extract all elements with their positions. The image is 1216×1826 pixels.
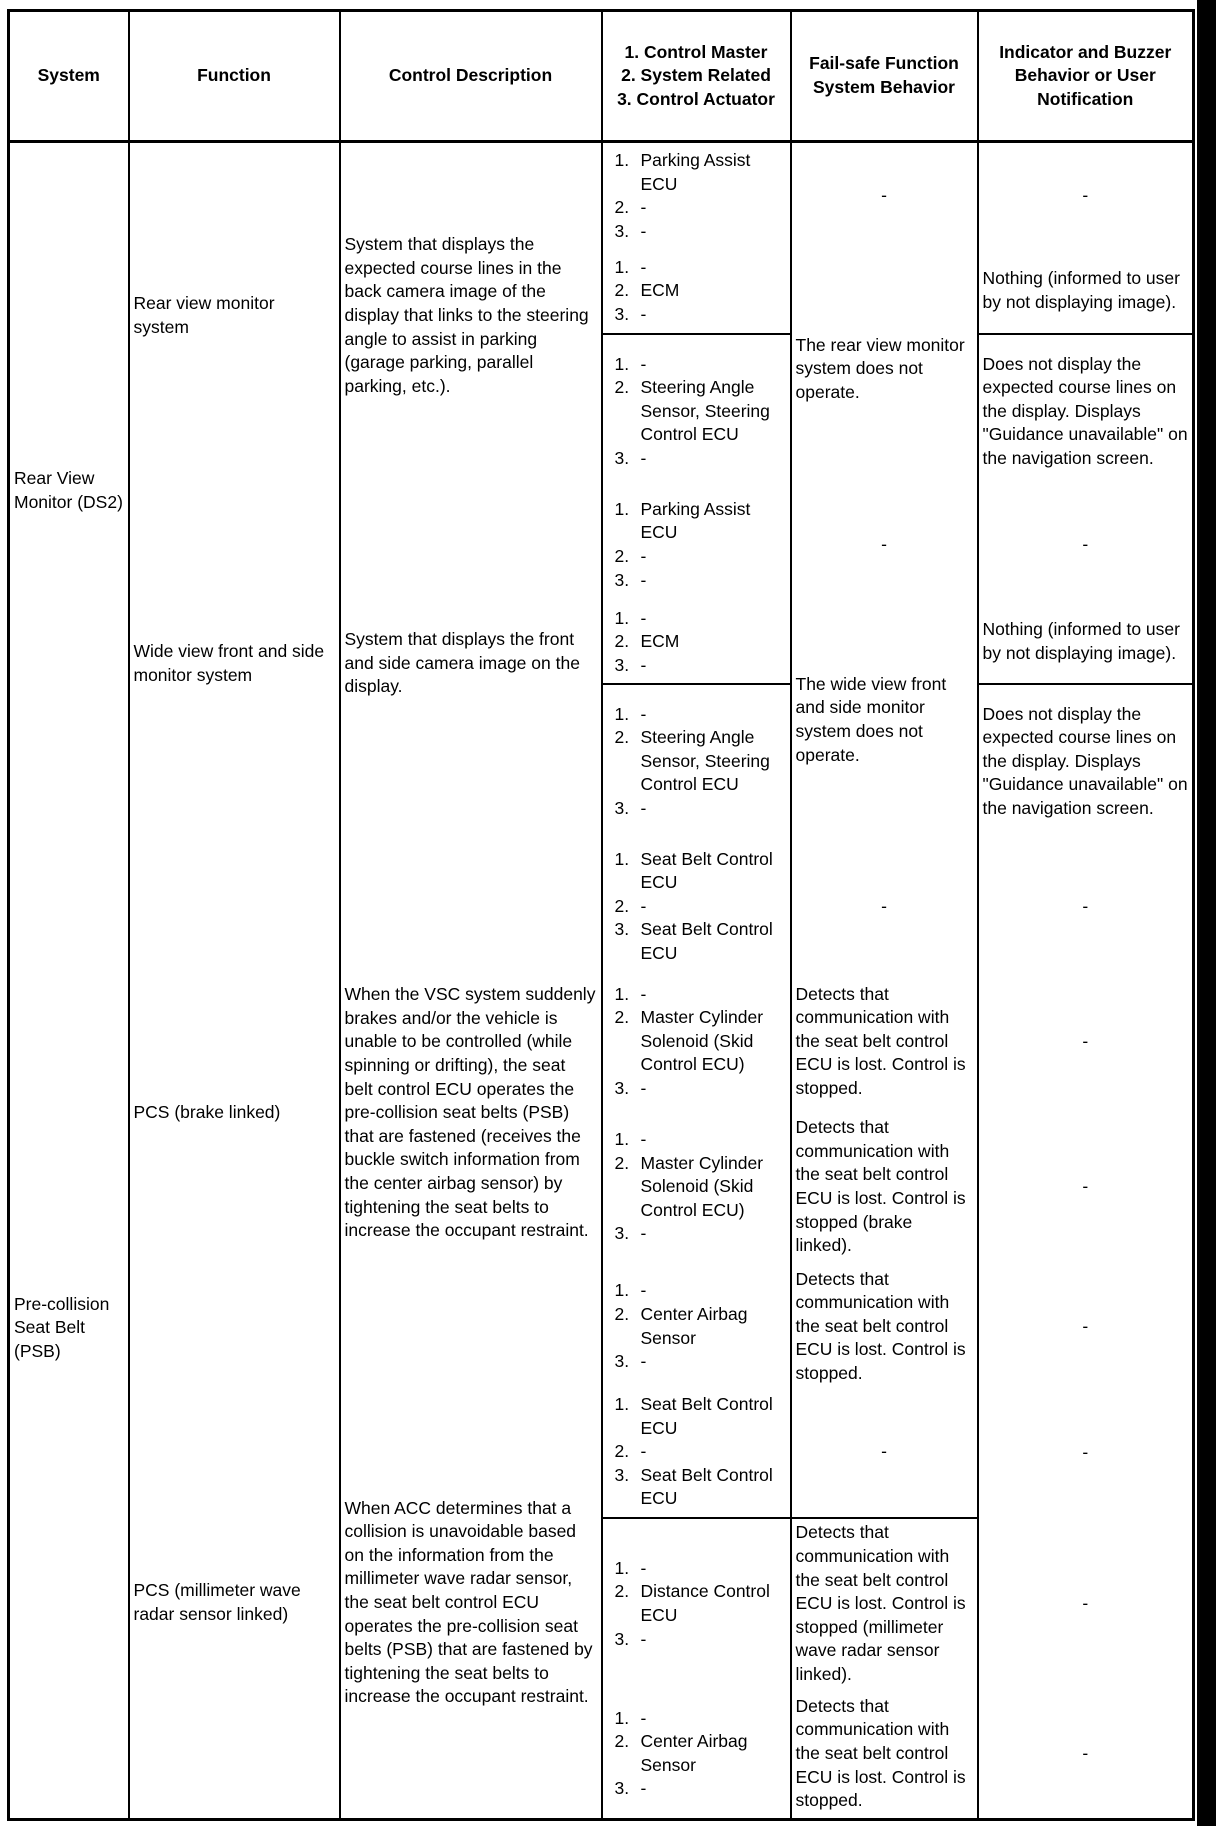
indicator-cell: -	[978, 1690, 1194, 1820]
actuator-item	[607, 983, 786, 1007]
actuator-item-number: 2.	[614, 377, 630, 398]
description-cell: System that displays the expected course lines in the back camera image of the display that links to the steering angle to assist in parking (garage parking, parallel parking, etc.).	[340, 142, 602, 489]
actuator-item-number: 2.	[614, 1441, 630, 1462]
indicator-cell: -	[978, 1109, 1194, 1266]
actuator-item-number: 3.	[614, 303, 630, 324]
actuator-item-text: -	[640, 1441, 647, 1462]
actuator-item-text: Master Cylinder Solenoid (Skid Control ECU)	[640, 1007, 764, 1075]
actuator-item-number: 2.	[614, 1731, 630, 1752]
actuator-item-number: 2.	[614, 1152, 630, 1173]
actuator-item-number: 3.	[614, 569, 630, 590]
actuator-item-text: -	[640, 1557, 647, 1578]
description-cell: When ACC determines that a collision is unavoidable based on the information from the millimeter wave radar sensor, the seat belt control ECU operates the pre-collision seat belts (PSB) that are fastened by tightening the seat belts to increase the occupant restraint.	[340, 1388, 602, 1820]
actuator-item-number: 1.	[614, 848, 630, 869]
actuator-cell	[602, 684, 791, 839]
actuator-item-number: 1.	[614, 607, 630, 628]
actuator-item-number: 2.	[614, 895, 630, 916]
actuator-item-number: 2.	[614, 727, 630, 748]
actuator-item	[607, 895, 786, 919]
actuator-item	[607, 376, 786, 447]
actuator-item-number: 2.	[614, 197, 630, 218]
actuator-item-number: 1.	[614, 1557, 630, 1578]
actuator-cell	[602, 334, 791, 489]
header-function: Function	[129, 11, 340, 142]
indicator-cell: -	[978, 489, 1194, 602]
actuator-item-number: 3.	[614, 447, 630, 468]
actuator-cell	[602, 1266, 791, 1388]
actuator-item	[607, 1152, 786, 1223]
actuator-cell	[602, 1388, 791, 1518]
actuator-item-text: ECM	[640, 631, 680, 652]
actuator-item	[607, 797, 786, 821]
actuator-item-number: 1.	[614, 150, 630, 171]
actuator-item	[607, 1077, 786, 1101]
actuator-item	[607, 1222, 786, 1246]
actuator-item-text: Parking Assist ECU	[640, 150, 751, 194]
failsafe-cell: -	[791, 839, 978, 975]
actuator-item-text: Seat Belt Control ECU	[640, 919, 773, 963]
actuator-item	[607, 1628, 786, 1652]
actuator-item-text: -	[640, 797, 647, 818]
actuator-item-number: 1.	[614, 1129, 630, 1150]
actuator-item	[607, 256, 786, 280]
actuator-item-number: 1.	[614, 256, 630, 277]
actuator-item	[607, 447, 786, 471]
failsafe-cell: Detects that communication with the seat belt control ECU is lost. Control is stopped (millimeter wave radar sensor linked).	[791, 1518, 978, 1690]
actuator-cell	[602, 1518, 791, 1690]
actuator-item	[607, 220, 786, 244]
actuator-item-text: Parking Assist ECU	[640, 498, 751, 543]
header-actuator-line: 3. Control Actuator	[617, 88, 775, 109]
actuator-item-text: -	[640, 1628, 647, 1649]
actuator-item-number: 1.	[614, 1280, 630, 1301]
indicator-cell: Does not display the expected course lines on the display. Displays "Guidance unavailable" on the navigation screen.	[978, 334, 1194, 489]
actuator-cell	[602, 1690, 791, 1820]
actuator-item-text: -	[640, 256, 647, 277]
actuator-item-text: -	[640, 703, 647, 724]
header-actuator	[602, 11, 791, 142]
actuator-cell	[602, 1109, 791, 1266]
actuator-item-text: -	[640, 1707, 647, 1728]
actuator-item-number: 3.	[614, 220, 630, 241]
actuator-item	[607, 1006, 786, 1077]
actuator-item	[607, 630, 786, 654]
system-cell: Pre-collision Seat Belt (PSB)	[9, 839, 129, 1820]
indicator-cell: -	[978, 1388, 1194, 1518]
header-indicator: Indicator and Buzzer Behavior or User Notification	[978, 11, 1194, 142]
function-cell: Wide view front and side monitor system	[129, 489, 340, 839]
actuator-item-number: 3.	[614, 1223, 630, 1244]
actuator-item	[607, 1440, 786, 1464]
actuator-item	[607, 1350, 786, 1374]
actuator-item-text: Seat Belt Control ECU	[640, 848, 773, 893]
actuator-item-text: -	[640, 654, 647, 675]
actuator-item-text: -	[640, 983, 647, 1004]
header-description: Control Description	[340, 11, 602, 142]
table-row	[9, 142, 1194, 250]
actuator-item	[607, 279, 786, 303]
indicator-cell: Nothing (informed to user by not displaying image).	[978, 602, 1194, 684]
actuator-item	[607, 353, 786, 377]
table-row	[9, 839, 1194, 975]
actuator-cell	[602, 142, 791, 250]
actuator-item-text: -	[640, 353, 647, 374]
header-actuator-line: 1. Control Master	[624, 41, 768, 62]
actuator-item	[607, 607, 786, 631]
actuator-item	[607, 498, 786, 545]
actuator-item-number: 3.	[614, 797, 630, 818]
failsafe-cell: Detects that communication with the seat belt control ECU is lost. Control is stopped.	[791, 975, 978, 1109]
indicator-cell: -	[978, 1266, 1194, 1388]
failsafe-cell: -	[791, 489, 978, 602]
actuator-item-number: 3.	[614, 1077, 630, 1098]
actuator-item-number: 3.	[614, 1628, 630, 1649]
failsafe-cell: Detects that communication with the seat belt control ECU is lost. Control is stopped (brake linked).	[791, 1109, 978, 1266]
actuator-item-number: 2.	[614, 1581, 630, 1602]
actuator-item	[607, 1777, 786, 1801]
actuator-item-text: Master Cylinder Solenoid (Skid Control ECU)	[640, 1152, 764, 1220]
actuator-item	[607, 196, 786, 220]
actuator-item	[607, 569, 786, 593]
actuator-item-text: -	[640, 1778, 647, 1799]
actuator-item-number: 3.	[614, 919, 630, 940]
table-row	[9, 489, 1194, 602]
actuator-item-number: 1.	[614, 983, 630, 1004]
actuator-item-number: 1.	[614, 498, 630, 519]
description-cell: When the VSC system suddenly brakes and/or the vehicle is unable to be controlled (while spinning or drifting), the seat belt control ECU operates the pre-collision seat belts (PSB) that are fastened (receives the buckle switch information from the center airbag sensor) by tightening the seat belts to increase the occupant restraint.	[340, 839, 602, 1388]
actuator-item-number: 2.	[614, 1303, 630, 1324]
indicator-cell: -	[978, 1518, 1194, 1690]
actuator-item	[607, 1707, 786, 1731]
actuator-item-text: -	[640, 447, 647, 468]
actuator-item-text: Steering Angle Sensor, Steering Control ECU	[640, 727, 770, 795]
failsafe-cell: The wide view front and side monitor system does not operate.	[791, 602, 978, 839]
function-cell: Rear view monitor system	[129, 142, 340, 489]
actuator-cell	[602, 975, 791, 1109]
system-cell: Rear View Monitor (DS2)	[9, 142, 129, 839]
actuator-item-number: 2.	[614, 1007, 630, 1028]
actuator-item	[607, 848, 786, 895]
page-edge-bar	[1197, 0, 1216, 1826]
actuator-item-text: Seat Belt Control ECU	[640, 1394, 773, 1438]
indicator-cell: -	[978, 975, 1194, 1109]
actuator-cell	[602, 250, 791, 334]
actuator-item-text: -	[640, 303, 647, 324]
actuator-item-text: Center Airbag Sensor	[640, 1731, 748, 1775]
actuator-item-text: Seat Belt Control ECU	[640, 1464, 773, 1509]
indicator-cell: Nothing (informed to user by not displaying image).	[978, 250, 1194, 334]
failsafe-cell: -	[791, 1388, 978, 1518]
actuator-item	[607, 303, 786, 327]
actuator-item-text: -	[640, 546, 647, 566]
actuator-item-number: 1.	[614, 703, 630, 724]
indicator-cell: -	[978, 142, 1194, 250]
system-function-table	[7, 9, 1195, 1821]
actuator-item-text: -	[640, 895, 647, 916]
actuator-item-number: 3.	[614, 1464, 630, 1485]
actuator-item	[607, 1393, 786, 1440]
actuator-item	[607, 545, 786, 569]
actuator-item-text: Center Airbag Sensor	[640, 1303, 748, 1348]
actuator-item-text: -	[640, 1223, 647, 1244]
actuator-item-text: Distance Control ECU	[640, 1581, 770, 1625]
indicator-cell: -	[978, 839, 1194, 975]
actuator-item-text: Steering Angle Sensor, Steering Control ECU	[640, 377, 770, 445]
actuator-item	[607, 1580, 786, 1627]
actuator-item	[607, 1128, 786, 1152]
actuator-item	[607, 1464, 786, 1511]
actuator-item-number: 3.	[614, 1351, 630, 1372]
actuator-item-number: 2.	[614, 280, 630, 301]
actuator-item-text: ECM	[640, 280, 680, 301]
actuator-item-number: 2.	[614, 546, 630, 566]
actuator-item	[607, 149, 786, 196]
actuator-item	[607, 703, 786, 727]
header-row	[9, 11, 1194, 142]
header-actuator-line: 2. System Related	[621, 65, 771, 86]
actuator-item-number: 1.	[614, 353, 630, 374]
actuator-item	[607, 1303, 786, 1350]
actuator-cell	[602, 839, 791, 975]
actuator-item-text: -	[640, 1077, 647, 1098]
indicator-cell: Does not display the expected course lines on the display. Displays "Guidance unavailable" on the navigation screen.	[978, 684, 1194, 839]
actuator-item-text: -	[640, 197, 647, 218]
function-cell: PCS (millimeter wave radar sensor linked)	[129, 1388, 340, 1820]
actuator-item	[607, 918, 786, 965]
actuator-item-number: 2.	[614, 631, 630, 652]
actuator-item	[607, 654, 786, 678]
actuator-item-text: -	[640, 569, 647, 590]
failsafe-cell: Detects that communication with the seat belt control ECU is lost. Control is stopped.	[791, 1266, 978, 1388]
actuator-item	[607, 1279, 786, 1303]
actuator-item-number: 3.	[614, 1778, 630, 1799]
failsafe-cell: The rear view monitor system does not operate.	[791, 250, 978, 489]
actuator-item-number: 1.	[614, 1394, 630, 1415]
header-system: System	[9, 11, 129, 142]
actuator-item	[607, 726, 786, 797]
actuator-item-text: -	[640, 607, 647, 628]
actuator-item-text: -	[640, 1351, 647, 1372]
actuator-item-text: -	[640, 1129, 647, 1150]
actuator-item	[607, 1730, 786, 1777]
actuator-item	[607, 1557, 786, 1581]
failsafe-cell: Detects that communication with the seat belt control ECU is lost. Control is stopped.	[791, 1690, 978, 1820]
header-failsafe: Fail-safe Function System Behavior	[791, 11, 978, 142]
actuator-item-number: 3.	[614, 654, 630, 675]
actuator-cell	[602, 602, 791, 684]
actuator-cell	[602, 489, 791, 602]
table-row	[9, 1388, 1194, 1518]
actuator-item-text: -	[640, 220, 647, 241]
function-cell: PCS (brake linked)	[129, 839, 340, 1388]
failsafe-cell: -	[791, 142, 978, 250]
actuator-item-number: 1.	[614, 1707, 630, 1728]
actuator-item-text: -	[640, 1280, 647, 1301]
description-cell: System that displays the front and side camera image on the display.	[340, 489, 602, 839]
